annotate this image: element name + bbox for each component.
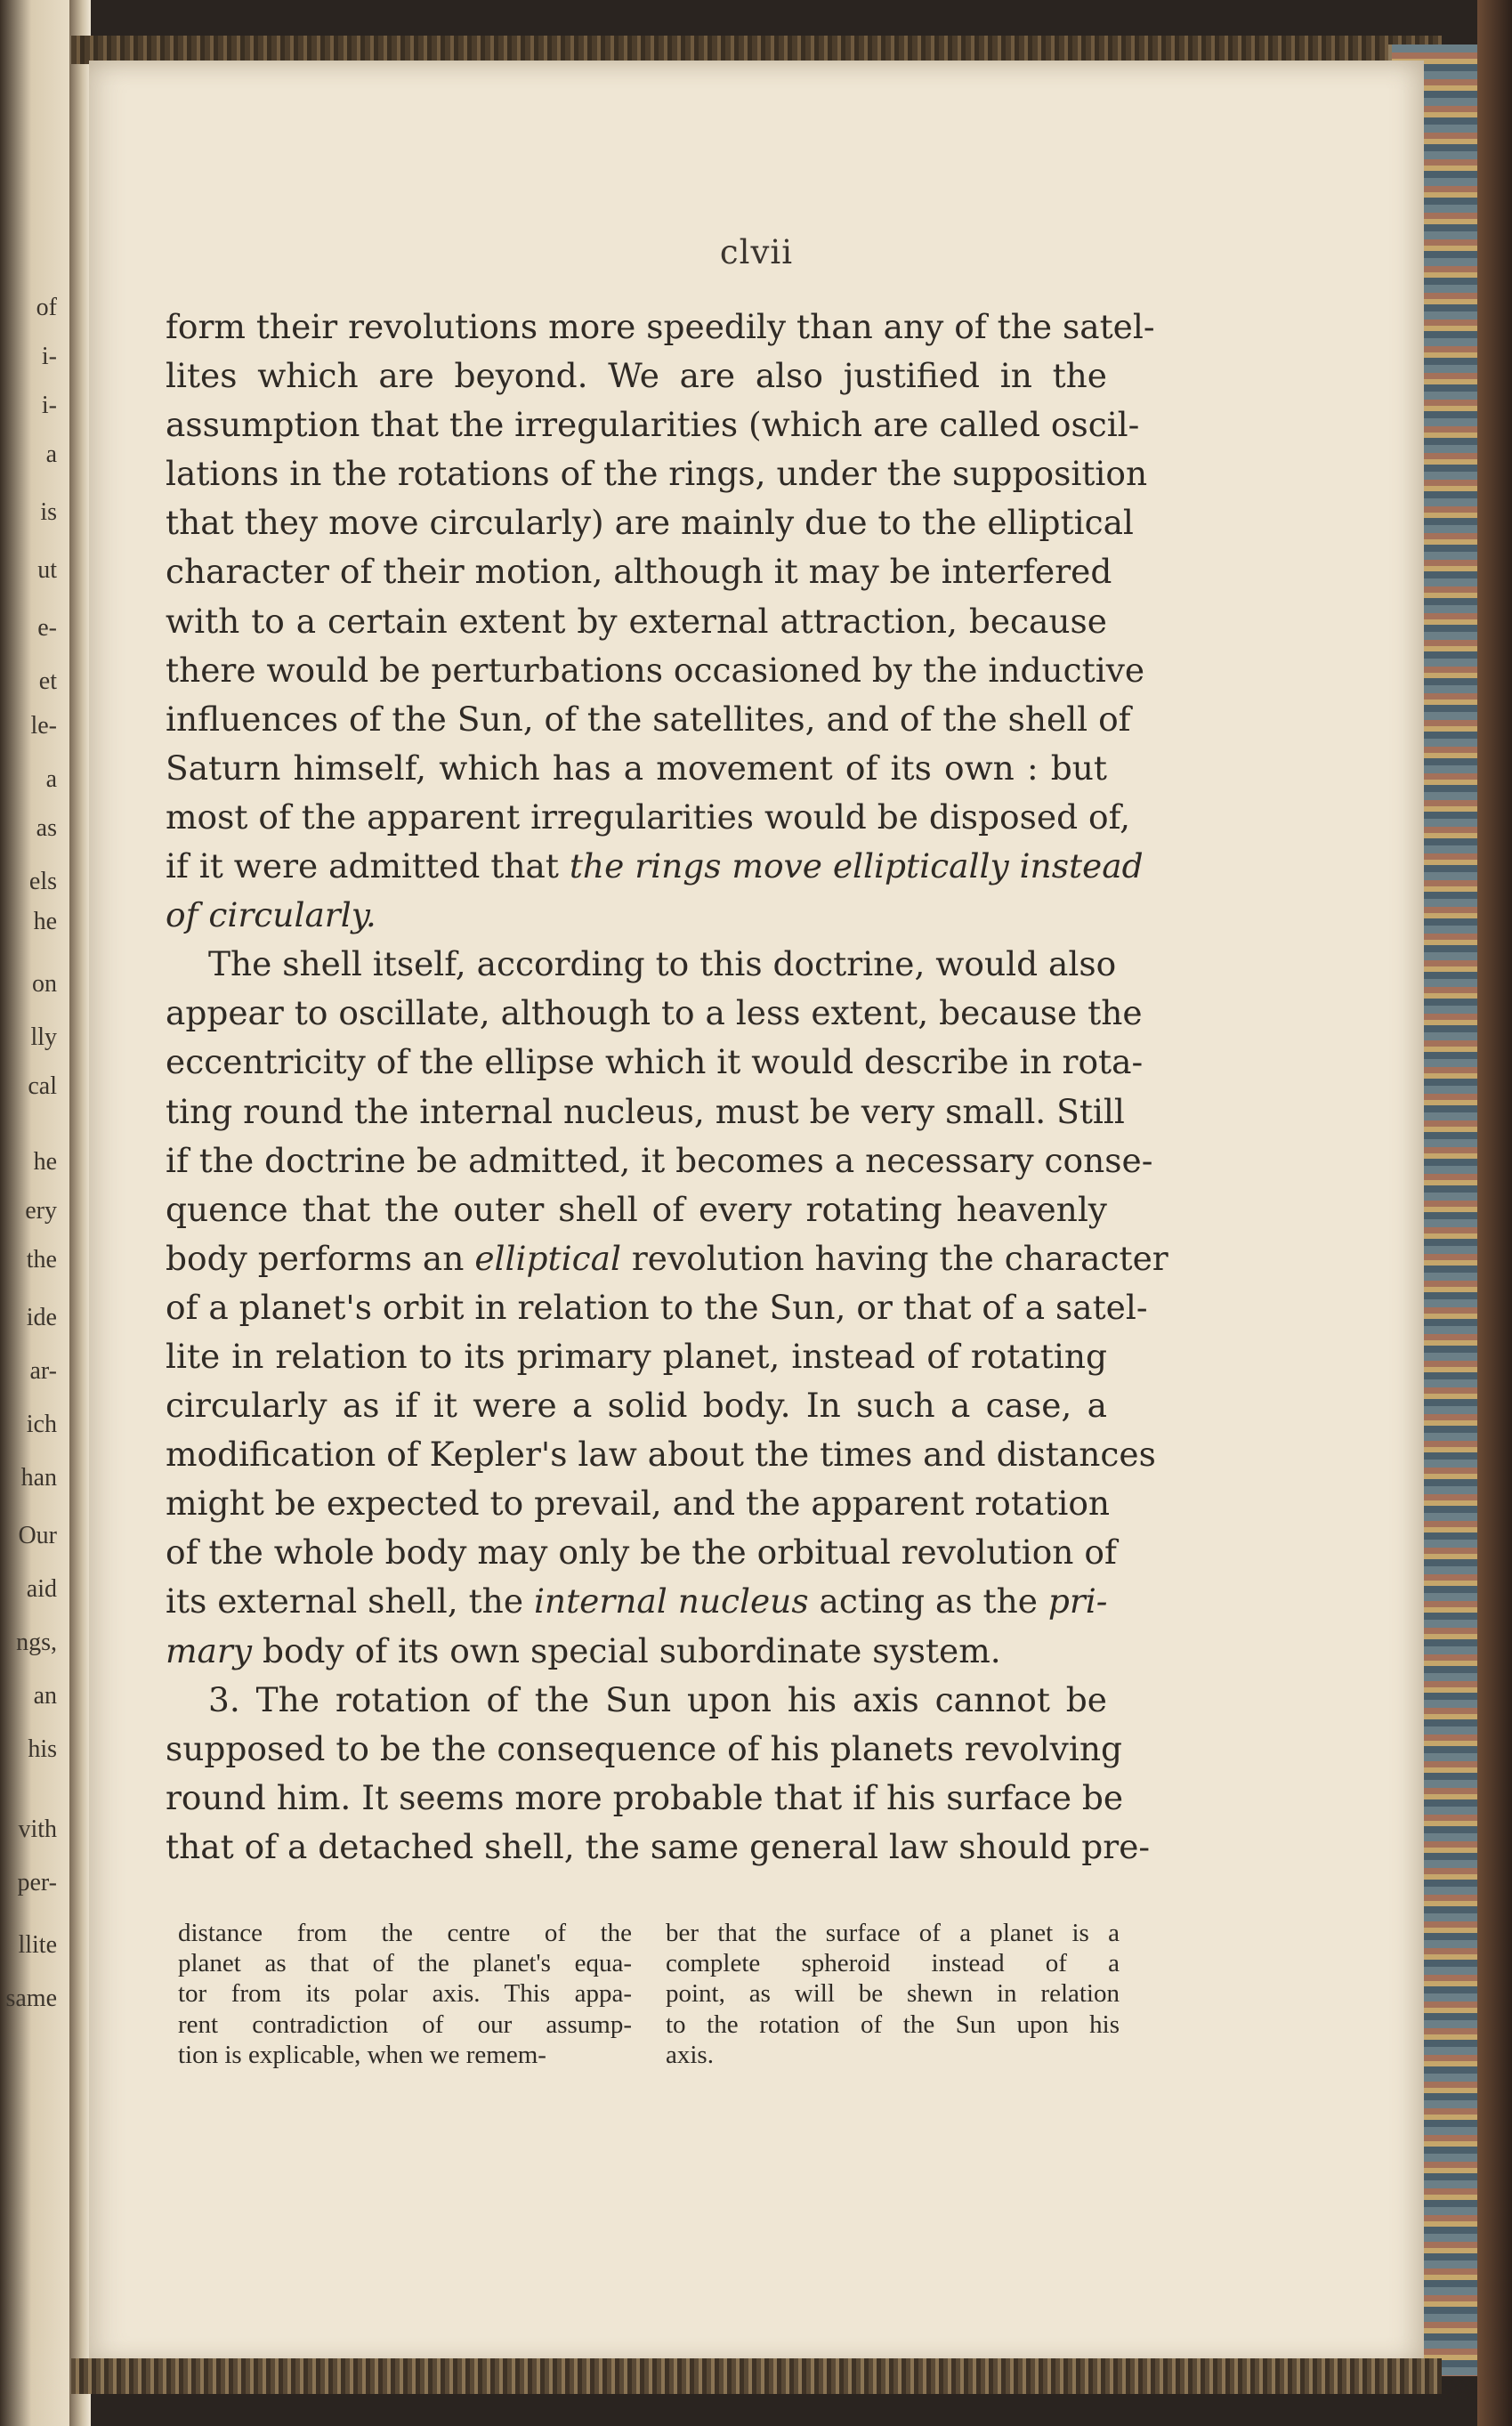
facing-page-fragment: ide — [26, 1304, 57, 1331]
text-line: quence that the outer shell of every rotating heavenly — [166, 1189, 1107, 1229]
italic-phrase: pri- — [1047, 1581, 1108, 1621]
facing-page-fragment: his — [28, 1735, 57, 1763]
book-cover-edge — [1477, 0, 1512, 2426]
italic-phrase: mary — [166, 1630, 253, 1670]
facing-page-fragment: ut — [37, 556, 57, 584]
facing-page-fragment: of — [36, 294, 57, 321]
italic-phrase: of circularly. — [166, 895, 376, 935]
footnote-line: point, as will be shewn in relation — [666, 1979, 1120, 2009]
facing-page-fragment: e- — [37, 614, 57, 642]
text-line: of the whole body may only be the orbitual revolution of — [166, 1532, 1117, 1573]
footnote-line: tion is explicable, when we remem- — [178, 2040, 546, 2069]
footnote-line: complete spheroid instead of a — [666, 1949, 1120, 1978]
book-gutter — [69, 0, 91, 2426]
text-line: The shell itself, according to this doctrine, would also — [208, 944, 1117, 984]
book-bottom-edge — [71, 2358, 1442, 2394]
facing-page-fragment: ngs, — [16, 1629, 57, 1656]
text-line: character of their motion, although it may be interfered — [166, 552, 1112, 592]
italic-phrase: the rings move elliptically instead — [569, 846, 1144, 886]
facing-page-edge — [0, 0, 69, 2426]
footnote-left-column — [178, 1918, 632, 2070]
footnotes — [178, 1918, 1120, 2070]
facing-page-fragment: cal — [28, 1072, 57, 1100]
facing-page-fragment: ich — [26, 1411, 57, 1438]
facing-page-fragment: a — [45, 441, 57, 468]
footnote-line: rent contradiction of our assump- — [178, 2010, 632, 2039]
facing-page-fragment: on — [32, 970, 57, 998]
facing-page-fragment: as — [36, 814, 57, 842]
text-line: 3. The rotation of the Sun upon his axis cannot be — [208, 1679, 1107, 1719]
text-line: circularly as if it were a solid body. In such a case, a — [166, 1386, 1107, 1426]
facing-page-fragment: Our — [18, 1522, 57, 1549]
text-line: that of a detached shell, the same general law should pre- — [166, 1826, 1151, 1866]
text-line: lite in relation to its primary planet, instead of rotating — [166, 1336, 1107, 1376]
footnote-right-column — [666, 1918, 1120, 2070]
text-line: might be expected to prevail, and the apparent rotation — [166, 1484, 1111, 1524]
page-number: clvii — [719, 233, 794, 271]
text-line: Saturn himself, which has a movement of its own : but — [166, 748, 1107, 788]
text-line: lations in the rotations of the rings, under the supposition — [166, 454, 1148, 494]
text-line: appear to oscillate, although to a less extent, because the — [166, 993, 1143, 1033]
italic-phrase: elliptical — [474, 1238, 621, 1278]
footnote-line: distance from the centre of the — [178, 1919, 632, 1947]
facing-page-fragment: vith — [18, 1815, 57, 1843]
facing-page-fragment: he — [33, 1148, 57, 1176]
footnote-line: planet as that of the planet's equa- — [178, 1949, 632, 1978]
facing-page-fragment: he — [33, 908, 57, 935]
text-line: if the doctrine be admitted, it becomes a necessary conse- — [166, 1140, 1153, 1180]
facing-page-fragment: ery — [25, 1197, 57, 1225]
facing-page-fragment: same — [5, 1985, 57, 2012]
text-line — [166, 891, 1107, 940]
text-line: modification of Kepler's law about the times and distances — [166, 1435, 1156, 1475]
text-segment: acting as the — [808, 1581, 1048, 1621]
text-line — [166, 842, 1144, 891]
italic-phrase: internal nucleus — [533, 1581, 809, 1621]
text-segment: if it were admitted that — [166, 846, 570, 886]
text-line: there would be perturbations occasioned by the inductive — [166, 650, 1145, 690]
text-line — [166, 1627, 1107, 1676]
facing-page-fragment: the — [26, 1246, 57, 1274]
text-line: with to a certain extent by external attraction, because — [166, 601, 1107, 641]
text-segment: body performs an — [166, 1238, 475, 1278]
text-segment: body of its own special subordinate system. — [252, 1630, 1001, 1670]
facing-page-fragment: et — [38, 667, 57, 695]
facing-page-fragment: i- — [41, 392, 57, 419]
facing-page-fragment: an — [33, 1682, 57, 1710]
text-line: of a planet's orbit in relation to the Sun, or that of a satel- — [166, 1287, 1148, 1327]
facing-page-fragment: aid — [26, 1575, 57, 1603]
facing-page-fragment: els — [28, 868, 57, 895]
facing-page-fragment: le- — [30, 712, 57, 740]
footnote-line: to the rotation of the Sun upon his — [666, 2010, 1120, 2039]
text-line: that they move circularly) are mainly due to the elliptical — [166, 503, 1134, 543]
facing-page-fragment: per- — [17, 1869, 57, 1896]
text-line: supposed to be the consequence of his planets revolving — [166, 1728, 1122, 1768]
text-segment: revolution having the character — [620, 1238, 1168, 1278]
text-line: form their revolutions more speedily than any of the satel- — [166, 307, 1155, 346]
text-line — [166, 1234, 1168, 1283]
text-line: ting round the internal nucleus, must be very small. Still — [166, 1091, 1125, 1131]
text-line: influences of the Sun, of the satellites, and of the shell of — [166, 699, 1131, 739]
text-line: lites which are beyond. We are also justified in the — [166, 356, 1107, 396]
footnote-line: ber that the surface of a planet is a — [666, 1919, 1120, 1947]
text-line: eccentricity of the ellipse which it would describe in rota- — [166, 1042, 1144, 1082]
text-line: most of the apparent irregularities would be disposed of, — [166, 797, 1131, 837]
footnote-line: axis. — [666, 2040, 714, 2069]
facing-page-fragment: ar- — [29, 1357, 57, 1385]
facing-page-fragment: i- — [41, 343, 57, 370]
facing-page-fragment: lly — [30, 1023, 57, 1051]
facing-page-fragment: han — [20, 1464, 57, 1492]
main-text — [166, 303, 1168, 1872]
facing-page-fragment: a — [45, 765, 57, 793]
text-line — [166, 1577, 1107, 1626]
footnote-line: tor from its polar axis. This appa- — [178, 1979, 632, 2009]
facing-page-fragment: is — [40, 498, 57, 526]
text-line: round him. It seems more probable that if his surface be — [166, 1777, 1124, 1817]
text-segment: its external shell, the — [166, 1581, 534, 1621]
text-line: assumption that the irregularities (which are called oscil- — [166, 405, 1140, 445]
facing-page-fragment: llite — [18, 1931, 57, 1959]
